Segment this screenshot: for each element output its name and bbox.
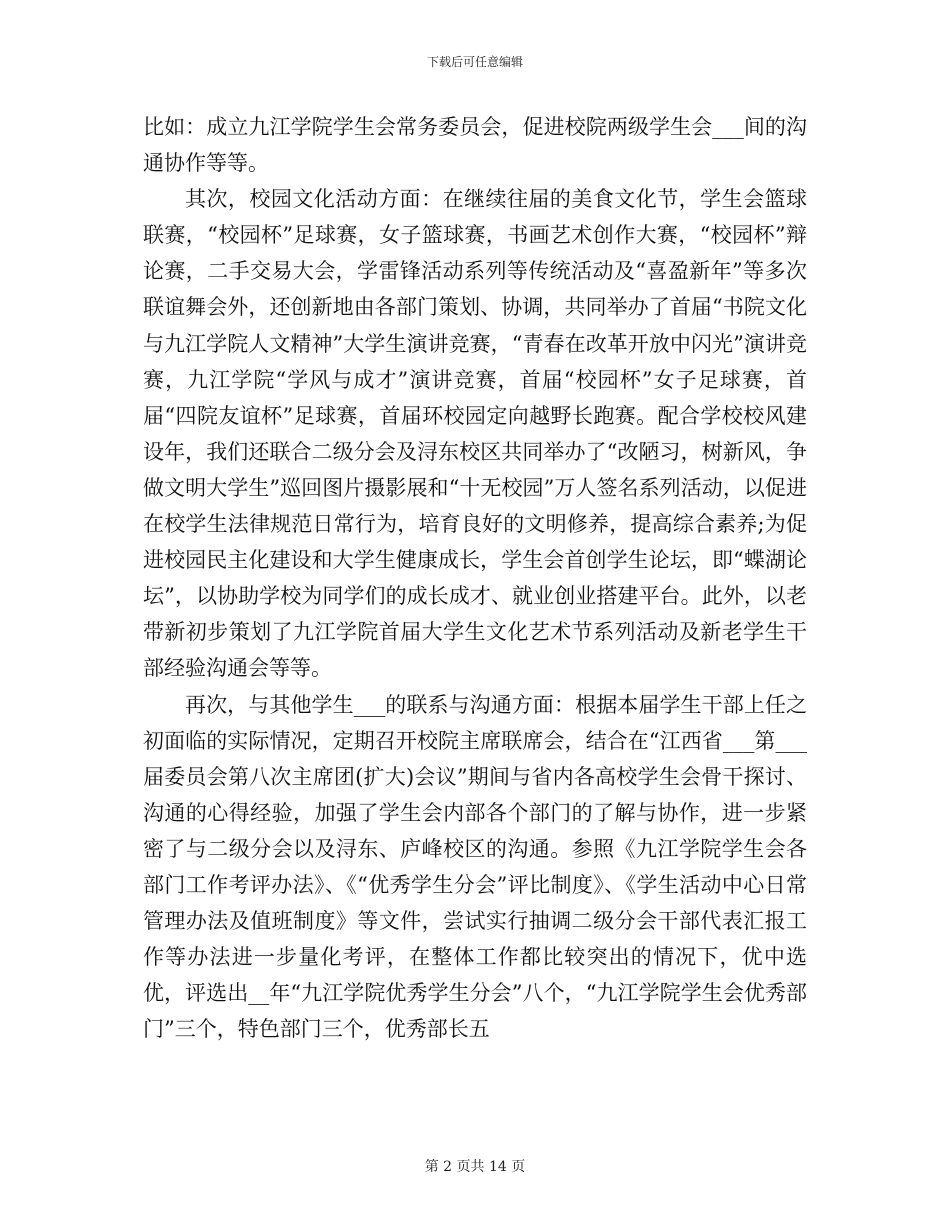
paragraph-campus-culture: 其次，校园文化活动方面：在继续往届的美食文化节，学生会篮球联赛，“校园杯”足球赛，女子篮球赛，书画艺术创作大赛，“校园杯”辩论赛，二手交易大会，学雷锋活动系列等传统活动及“喜盈新年”等多次联谊舞会外，还创新地由各部门策划、协调，共同举办了首届“书院文化与九江学院人文精神”大学生演讲竞赛，“青春在改革开放中闪光”演讲竞赛，九江学院“学风与成才”演讲竞赛，首届“校园杯”女子足球赛，首届“四院友谊杯”足球赛，首届环校园定向越野长跑赛。配合学校校风建设年，我们还联合二级分会及浔东校区共同举办了“改陋习，树新风，争做文明大学生”巡回图片摄影展和“十无校园”万人签名系列活动，以促进在校学生法律规范日常行为，培育良好的文明修养，提高综合素养;为促进校园民主化建设和大学生健康成长，学生会首创学生论坛，即“蝶湖论坛”，以协助学校为同学们的成长成才、就业创业搭建平台。此外，以老带新初步策划了九江学院首届大学生文化艺术节系列活动及新老学生干部经验沟通会等等。	[143, 187, 807, 681]
page-header: 下载后可任意编辑	[426, 55, 523, 69]
paragraph-continuation: 比如：成立九江学院学生会常务委员会，促进校院两级学生会___间的沟通协作等等。	[143, 115, 807, 176]
paragraph-communication: 再次，与其他学生___的联系与沟通方面：根据本届学生干部上任之初面临的实际情况，定期召开校院主席联席会，结合在“江西省___第___届委员会第八次主席团(扩大)会议”期间与省内各高校学生会骨干探讨、沟通的心得经验，加强了学生会内部各个部门的了解与协作，进一步紧密了与二级分会以及浔东、庐峰校区的沟通。参照《九江学院学生会各部门工作考评办法》、《“优秀学生分会”评比制度》、《学生活动中心日常管理办法及值班制度》等文件，尝试实行抽调二级分会干部代表汇报工作等办法进一步量化考评，在整体工作都比较突出的情况下，优中选优，评选出__年“九江学院优秀学生分会”八个，“九江学院学生会优秀部门”三个，特色部门三个，优秀部长五	[143, 692, 807, 1042]
document-body	[143, 109, 807, 1047]
page-footer: 第 2 页共 14 页	[424, 1159, 526, 1175]
